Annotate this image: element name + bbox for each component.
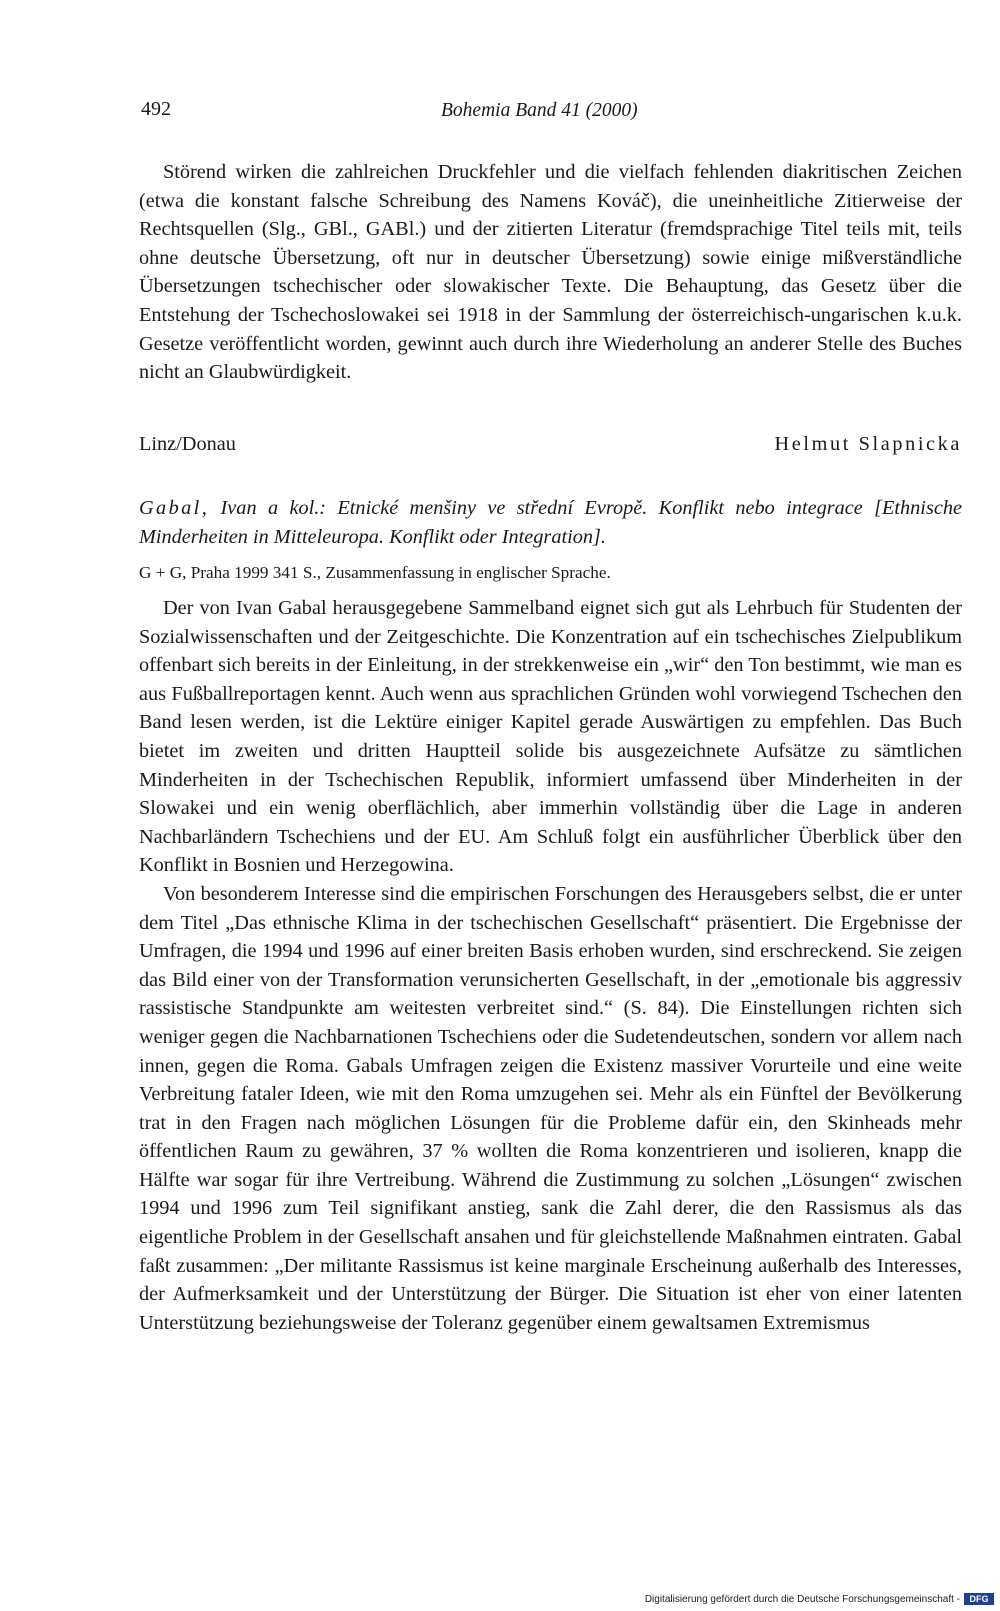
credit-text: Digitalisierung gefördert durch die Deutsche Forschungsgemeinschaft -: [644, 1593, 960, 1605]
book-title: Ivan a kol.: Etnické menšiny ve střední Evropě. Konflikt nebo integrace [Ethnische Minderheiten in Mitteleuropa. Konflikt oder Integration].: [139, 497, 962, 548]
review-2-heading: [139, 494, 962, 552]
digitization-credit: [645, 1593, 994, 1605]
page-header: [141, 98, 961, 128]
book-author-surname: Gabal,: [139, 497, 210, 519]
review-1-signature: [139, 433, 962, 463]
dfg-logo-icon: DFG: [964, 1593, 994, 1605]
review-2-paragraph-2: Von besonderem Interesse sind die empirischen Forschungen des Herausgebers selbst, die er unter dem Titel „Das ethnische Klima in der tschechischen Gesellschaft“ präsentiert. Die Ergebnisse der Umfragen, die 1994 und 1996 auf einer breiten Basis erhoben wurden, sind erschreckend. Sie zeigen das Bild einer von der Transformation verunsicherten Gesellschaft, in der „emotionale bis aggressiv rassistische Standpunkte am weitesten verbreitet sind.“ (S. 84). Die Einstellungen richten sich weniger gegen die Nachbarnationen Tschechiens oder die Sudetendeutschen, sondern vor allem nach innen, gegen die Roma. Gabals Umfragen zeigen die Existenz massiver Vorurteile und eine weite Verbreitung fataler Ideen, wie mit den Roma umzugehen sei. Mehr als ein Fünftel der Bevölkerung trat in den Fragen nach möglichen Lösungen für die Probleme dafür ein, den Skinheads mehr öffentlichen Raum zu gewähren, 37 % wollten die Roma konzentrieren und isolieren, knapp die Hälfte war sogar für ihre Vertreibung. Während die Zustimmung zu solchen „Lösungen“ zwischen 1994 und 1996 zum Teil signifikant anstieg, sank die Zahl derer, die den Rassismus als das eigentliche Problem in der Gesellschaft ansahen und für gleichstellende Maßnahmen eintraten. Gabal faßt zusammen: „Der militante Rassismus ist keine marginale Erscheinung außerhalb des Interesses, der Aufmerksamkeit und der Unterstützung der Bürger. Die Situation ist eher von einer latenten Unterstützung beziehungsweise der Toleranz gegenüber einem gewaltsamen Extremismus: [139, 882, 962, 1334]
review-place: Linz/Donau: [139, 433, 236, 455]
review-1-paragraph: Störend wirken die zahlreichen Druckfehler und die vielfach fehlenden diakritischen Zeichen (etwa die konstant falsche Schreibung des Namens Kováč), die uneinheitliche Zitierweise der Rechtsquellen (Slg., GBl., GABl.) und der zitierten Literatur (fremdsprachige Titel teils mit, teils ohne deutsche Übersetzung, oft nur in deutscher Übersetzung) sowie einige mißverständliche Übersetzungen tschechischer oder slowakischer Texte. Die Behauptung, das Gesetz über die Entstehung der Tschechoslowakei sei 1918 in der Sammlung der österreichisch-ungarischen k.u.k. Gesetze veröffentlicht worden, gewinnt auch durch ihre Wiederholung an anderer Stelle des Buches nicht an Glaubwürdigkeit.: [139, 161, 962, 384]
reviewer-name: Helmut Slapnicka: [774, 433, 962, 455]
publication-info: G + G, Praha 1999 341 S., Zusammenfassung in englischer Sprache.: [139, 563, 611, 582]
review-2-body: [139, 594, 962, 1337]
running-title: Bohemia Band 41 (2000): [441, 100, 638, 121]
page-number: 492: [141, 98, 171, 120]
review-2-paragraph-1: Der von Ivan Gabal herausgegebene Sammelband eignet sich gut als Lehrbuch für Studenten der Sozialwissenschaften und der Zeitgeschichte. Die Konzentration auf ein tschechisches Zielpublikum offenbart sich bereits in der Einleitung, in der strekkenweise ein „wir“ den Ton bestimmt, wie man es aus Fußballreportagen kennt. Auch wenn aus sprachlichen Gründen wohl vorwiegend Tschechen den Band lesen werden, ist die Lektüre einiger Kapitel gerade Auswärtigen zu empfehlen. Das Buch bietet im zweiten und dritten Hauptteil solide bis ausgezeichnete Aufsätze zu sämtlichen Minderheiten in der Tschechischen Republik, informiert umfassend über Minderheiten in der Slowakei und ein wenig oberflächlich, aber immerhin vollständig über die Lage in anderen Nachbarländern Tschechiens und der EU. Am Schluß folgt ein ausführlicher Überblick über den Konflikt in Bosnien und Herzegowina.: [139, 597, 962, 877]
review-1-body: [139, 158, 962, 387]
